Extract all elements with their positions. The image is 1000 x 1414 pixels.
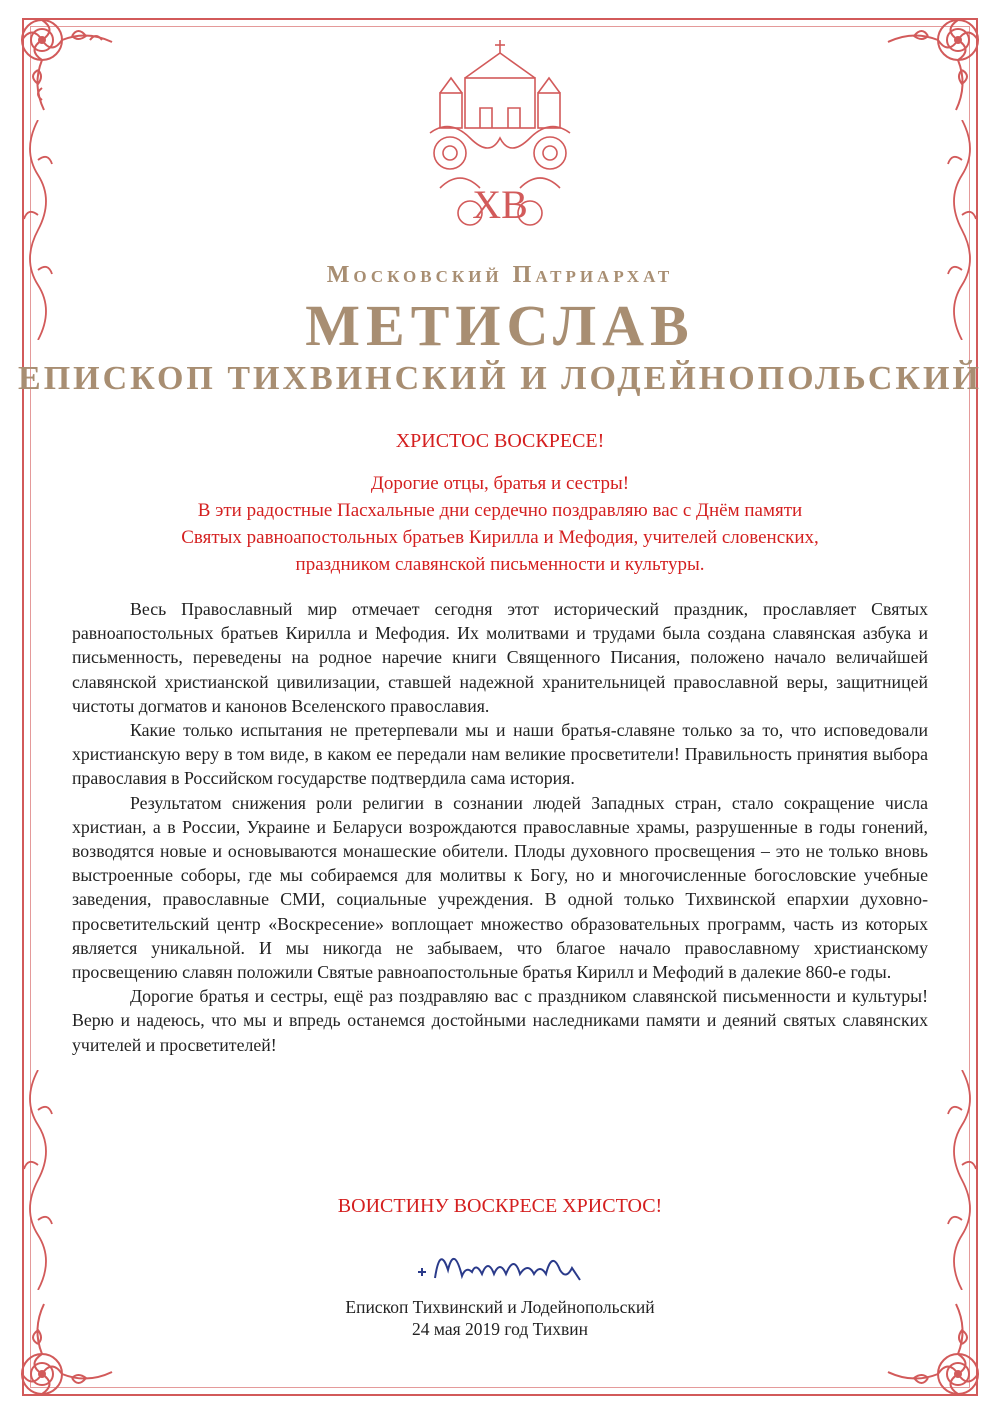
corner-ornament-icon bbox=[12, 10, 122, 120]
emblem-monogram: ХВ bbox=[472, 182, 528, 227]
greeting-line: В эти радостные Пасхальные дни сердечно поздравляю вас с Днём памяти bbox=[197, 500, 803, 521]
greeting-title: ХРИСТОС ВОСКРЕСЕ! bbox=[395, 430, 605, 452]
letter-body bbox=[72, 597, 928, 1057]
church-emblem-icon bbox=[410, 38, 590, 248]
corner-ornament-icon bbox=[878, 10, 988, 120]
signature-title: Епископ Тихвинский и Лодейнопольский bbox=[345, 1297, 655, 1317]
closing-greeting: ВОИСТИНУ ВОСКРЕСЕ ХРИСТОС! bbox=[337, 1195, 663, 1217]
side-ornament-icon bbox=[18, 1070, 58, 1290]
body-paragraph: Весь Православный мир отмечает сегодня этот исторический праздник, прославляет Святых равноапостольных братьев Кирилла и Мефодия. Их молитвами и трудами была создана славянская азбука и письменность, переведены на родное наречие книги Священного Писания, положено начало величайшей славянской христианской цивилизации, ставшей надежной хранительницей православной веры, защитницей чистоты догматов и канонов Вселенского православия. bbox=[72, 599, 928, 716]
handwritten-signature-icon bbox=[410, 1240, 610, 1290]
patriarchate-title: Московский Патриархат bbox=[326, 262, 674, 288]
bishop-name: МЕТИСЛАВ bbox=[305, 293, 695, 358]
signature-block bbox=[0, 1296, 1000, 1340]
signature-date-place: 24 мая 2019 год Тихвин bbox=[411, 1319, 589, 1339]
side-ornament-icon bbox=[942, 1070, 982, 1290]
greeting-block bbox=[0, 470, 1000, 578]
bishop-title: ЕПИСКОП ТИХВИНСКИЙ И ЛОДЕЙНОПОЛЬСКИЙ bbox=[18, 360, 982, 397]
greeting-line: праздником славянской письменности и культуры. bbox=[295, 554, 705, 575]
body-paragraph: Результатом снижения роли религии в сознании людей Западных стран, стало сокращение числа христиан, а в России, Украине и Беларуси возрождаются православные храмы, разрушенные в годы гонений, возводятся новые и основываются монашеские обители. Плоды духовного просвещения – это не только вновь выстроенные соборы, где мы собираемся для молитвы к Богу, но и многочисленные богословские учебные заведения, православные СМИ, социальные учреждения. В одной только Тихвинской епархии духовно-просветительский центр «Воскресение» воплощает множество образовательных программ, часть из которых является уникальной. И мы никогда не забываем, что благое начало православному христианскому просвещению славян положили Святые равноапостольные братья Кирилл и Мефодий в далекие 860-е годы. bbox=[72, 792, 928, 983]
body-paragraph: Дорогие братья и сестры, ещё раз поздравляю вас с праздником славянской письменности и культуры! Верю и надеюсь, что мы и впредь останемся достойными наследниками памяти и деяний святых славянских учителей и просветителей! bbox=[72, 986, 928, 1055]
greeting-line: Дорогие отцы, братья и сестры! bbox=[370, 473, 630, 494]
body-paragraph: Какие только испытания не претерпевали мы и наши братья-славяне только за то, что исповедовали христианскую веру в том виде, в каком ее передали нам великие просветители! Правильность принятия выбора православия в Российском государстве подтвердила сама история. bbox=[72, 720, 928, 789]
greeting-line: Святых равноапостольных братьев Кирилла и Мефодия, учителей словенских, bbox=[181, 527, 819, 548]
